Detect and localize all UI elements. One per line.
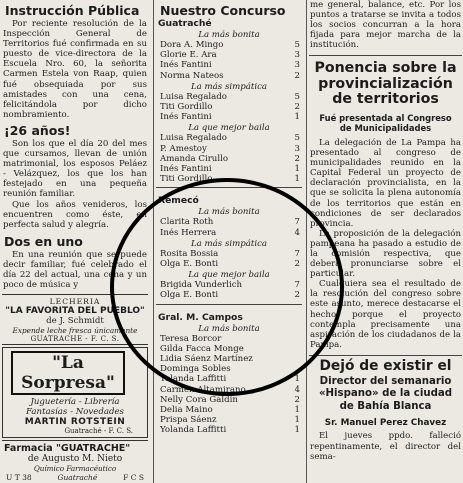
contest-entry <box>154 154 304 164</box>
contest-entry <box>154 228 304 238</box>
contest-town: Guatraché <box>158 18 212 29</box>
entry-name: Carmen Altamirano <box>160 384 246 395</box>
entry-votes: 4 <box>294 227 300 238</box>
entry-votes: 1 <box>294 112 300 123</box>
ad-sorpresa-line-1: Juguetería - Librería <box>30 397 120 408</box>
dejo-subtitle: Director del semanario «Hispano» de la ciudad de Bahía Blanca <box>318 375 453 412</box>
dos-en-uno-title: Dos en uno <box>4 233 83 249</box>
entry-name: P. Amestoy <box>160 143 207 154</box>
contest-entry <box>154 60 304 70</box>
ad-lecheria-name: "LA FAVORITA DEL PUEBLO" <box>5 306 145 317</box>
entry-name: Delia Maino <box>160 405 213 416</box>
contest-entry <box>154 217 304 227</box>
entry-name: Inés Herrera <box>160 227 217 238</box>
contest-entry <box>154 92 304 102</box>
ad-sorpresa-line-2: Fantasías - Novedades <box>26 407 124 418</box>
contest-entry <box>154 71 304 81</box>
contest-entry <box>154 280 304 290</box>
entry-votes: 3 <box>294 50 300 61</box>
entry-name: Lidia Sáenz Martínez <box>160 354 253 365</box>
entry-name: Teresa Borcor <box>160 333 222 344</box>
ad-sorpresa-owner: MARTIN ROTSTEIN <box>24 417 126 428</box>
ad-lecheria <box>2 294 148 345</box>
section-divider <box>156 304 302 305</box>
contest-entry <box>154 50 304 60</box>
entry-votes: 4 <box>294 384 300 395</box>
contest-category: La más simpática <box>190 81 268 92</box>
entry-name: Glorie E. Ara <box>160 50 217 61</box>
contest-entry <box>154 102 304 112</box>
contest-entry <box>154 259 304 269</box>
contest-entry <box>154 354 304 364</box>
contest-entry <box>154 374 304 384</box>
entry-name: Inés Fantini <box>160 112 212 123</box>
entry-name: Inés Fantini <box>160 60 212 71</box>
column-contest <box>153 0 304 483</box>
entry-name: Nelly Cora Galdín <box>160 394 238 405</box>
ad-farmacia-phone: U T 38 <box>6 473 32 483</box>
contest-entry <box>154 425 304 435</box>
dos-en-uno-body: En una reunión que se puede decir familiar, fué celebrado el día 22 del actual, una cena y un poco de música y <box>3 249 147 291</box>
column-left <box>0 0 150 483</box>
entry-votes: 2 <box>294 259 300 270</box>
ad-lecheria-town: GUATRACHE - F. C. S. <box>30 335 120 344</box>
entry-votes: 1 <box>294 174 300 185</box>
contest-entry <box>154 334 304 344</box>
divider <box>309 55 462 56</box>
instruccion-body: Por reciente resolución de la Inspección General de Territorios fué confirmada en su puesto de vice-directora de la Escuela Nro. 60, la señorita Carmen Estela von Raap, quien fué obsequiada por sus amistades con una cena, felicitándola por dicho nombramiento. <box>3 19 147 120</box>
contest-category: La que mejor baila <box>188 123 270 134</box>
ponencia-body-2: La proposición de la delegación pampeana ha pasado a estudio de la comisión respectiva, que deberá pronunciarse sobre el particular. <box>310 228 461 280</box>
ad-lecheria-tagline: Expende leche fresca únicamente <box>12 326 138 336</box>
entry-votes: 2 <box>294 102 300 113</box>
entry-name: Dominga Sobles <box>160 364 231 375</box>
entry-name: Luisa Regalado <box>160 133 227 144</box>
entry-name: Titi Gordillo <box>160 102 213 113</box>
entry-votes: 7 <box>294 217 300 228</box>
contest-entry <box>154 415 304 425</box>
entry-name: Gilda Facca Monge <box>160 343 244 354</box>
entry-votes: 5 <box>294 91 300 102</box>
contest-entry <box>154 112 304 122</box>
entry-votes: 1 <box>294 164 300 175</box>
entry-name: Rosita Bossia <box>160 248 219 259</box>
entry-votes: 1 <box>294 415 300 426</box>
contest-entry <box>154 344 304 354</box>
ad-lecheria-kicker: LECHERIA <box>49 297 101 307</box>
contest-entry <box>154 144 304 154</box>
contest-entry <box>154 133 304 143</box>
entry-name: Amanda Cirullo <box>160 153 229 164</box>
contest-category: La más bonita <box>198 207 260 218</box>
entry-votes: 2 <box>294 394 300 405</box>
ponencia-subtitle: Fué presentada al Congreso de Municipalidades <box>319 112 452 134</box>
entry-name: Norma Nateos <box>160 70 224 81</box>
ad-farmacia-owner: de Augusto M. Nieto <box>27 454 123 465</box>
contest-results <box>154 18 304 436</box>
ad-sorpresa-name: "La Sorpresa" <box>11 351 125 395</box>
entry-name: Brigida Vunderlich <box>160 280 243 291</box>
contest-entry <box>154 385 304 395</box>
contest-entry <box>154 405 304 415</box>
entry-votes: 1 <box>294 374 300 385</box>
ad-lecheria-owner: de J. Schmidt <box>46 316 104 327</box>
ad-farmacia-role: Químico Farmacéutico <box>33 464 117 474</box>
dejo-body: El jueves ppdo. falleció repentinamente, el director del sema- <box>310 431 461 462</box>
contest-town: Remecó <box>158 195 199 207</box>
ad-farmacia-name: Farmacia "GUATRACHE" <box>4 443 131 455</box>
ponencia-body-3: Cualquiera sea el resultado de la resolución del congreso sobre este asunto, merece destacarse el hecho porque el proyecto contempla precisamente una aspiración de los ciudadanos de la Pampa. <box>310 279 461 350</box>
aniversario-body: Son los que el día 20 del mes que cursamos, llevan de unión matrimonial, los esposos Peláez - Velázquez, los que los han festejado en una pequeña reunión familiar. <box>3 138 147 200</box>
ad-sorpresa <box>2 347 148 438</box>
entry-name: Dora A. Mingo <box>160 40 224 50</box>
entry-votes: 5 <box>294 40 300 50</box>
entry-votes: 1 <box>294 405 300 416</box>
entry-votes: 2 <box>294 153 300 164</box>
entry-name: Olga E. Bonti <box>160 290 219 301</box>
contest-entry <box>154 164 304 174</box>
entry-votes: 2 <box>294 290 300 301</box>
contest-category: La que mejor baila <box>188 270 270 281</box>
ponencia-body-1: La delegación de La Pampa ha presentado al congreso de municipalidades reunido en la Capital Federal un proyecto de declaración provincialista, en la que se solicita la plena autonomía de los territorios que están en condiciones de ser declarados provincia. <box>310 137 461 229</box>
entry-name: Yolanda Laffitti <box>160 425 227 436</box>
contest-entry <box>154 290 304 300</box>
ad-farmacia <box>2 440 148 483</box>
entry-votes: 5 <box>294 133 300 144</box>
entry-name: Clarita Roth <box>160 217 214 228</box>
instruccion-title: Instrucción Pública <box>5 3 140 18</box>
ad-farmacia-rail: F C S <box>123 473 144 483</box>
contest-entry <box>154 40 304 50</box>
dejo-name: Sr. Manuel Perez Chavez <box>324 418 447 429</box>
ad-sorpresa-town: Guatraché - F. C. S. <box>64 427 133 436</box>
entry-votes: 7 <box>294 280 300 291</box>
entry-name: Prispa Sáenz <box>160 415 217 426</box>
dejo-title: Dejó de existir el <box>319 357 452 374</box>
section-divider <box>156 187 302 188</box>
contest-category: La más simpática <box>190 238 268 249</box>
contest-title: Nuestro Concurso <box>160 3 286 18</box>
entry-votes: 2 <box>294 70 300 81</box>
entry-votes: 1 <box>294 425 300 436</box>
top-text: me general, balance, etc. Por los puntos a tratarse se invita a todos los socios concurran a la hora fijada para mejor marcha de la institución. <box>310 0 461 51</box>
ad-farmacia-town: Guatraché <box>57 473 98 483</box>
divider-2 <box>309 355 462 356</box>
entry-votes: 7 <box>294 248 300 259</box>
entry-name: Titi Gordillo <box>160 174 213 185</box>
column-right <box>306 0 463 483</box>
ad-farmacia-footer <box>2 473 148 482</box>
entry-name: Luisa Regalado <box>160 91 227 102</box>
aniversario-body-2: Que los años venideros, los encuentren como éste, en perfecta salud y alegría. <box>3 199 147 230</box>
contest-entry <box>154 249 304 259</box>
contest-entry <box>154 364 304 374</box>
entry-name: Yolanda Laffitti <box>160 374 227 385</box>
contest-category: La más bonita <box>198 30 260 40</box>
contest-entry <box>154 174 304 184</box>
entry-votes: 3 <box>294 60 300 71</box>
aniversario-title: ¡26 años! <box>4 122 71 138</box>
entry-name: Olga E. Bonti <box>160 259 219 270</box>
contest-entry <box>154 395 304 405</box>
entry-name: Inés Fantini <box>160 164 212 175</box>
entry-votes: 3 <box>294 143 300 154</box>
contest-category: La más bonita <box>198 323 260 334</box>
ponencia-title: Ponencia sobre la provincialización de territorios <box>314 60 457 108</box>
contest-town: Gral. M. Campos <box>158 311 243 323</box>
